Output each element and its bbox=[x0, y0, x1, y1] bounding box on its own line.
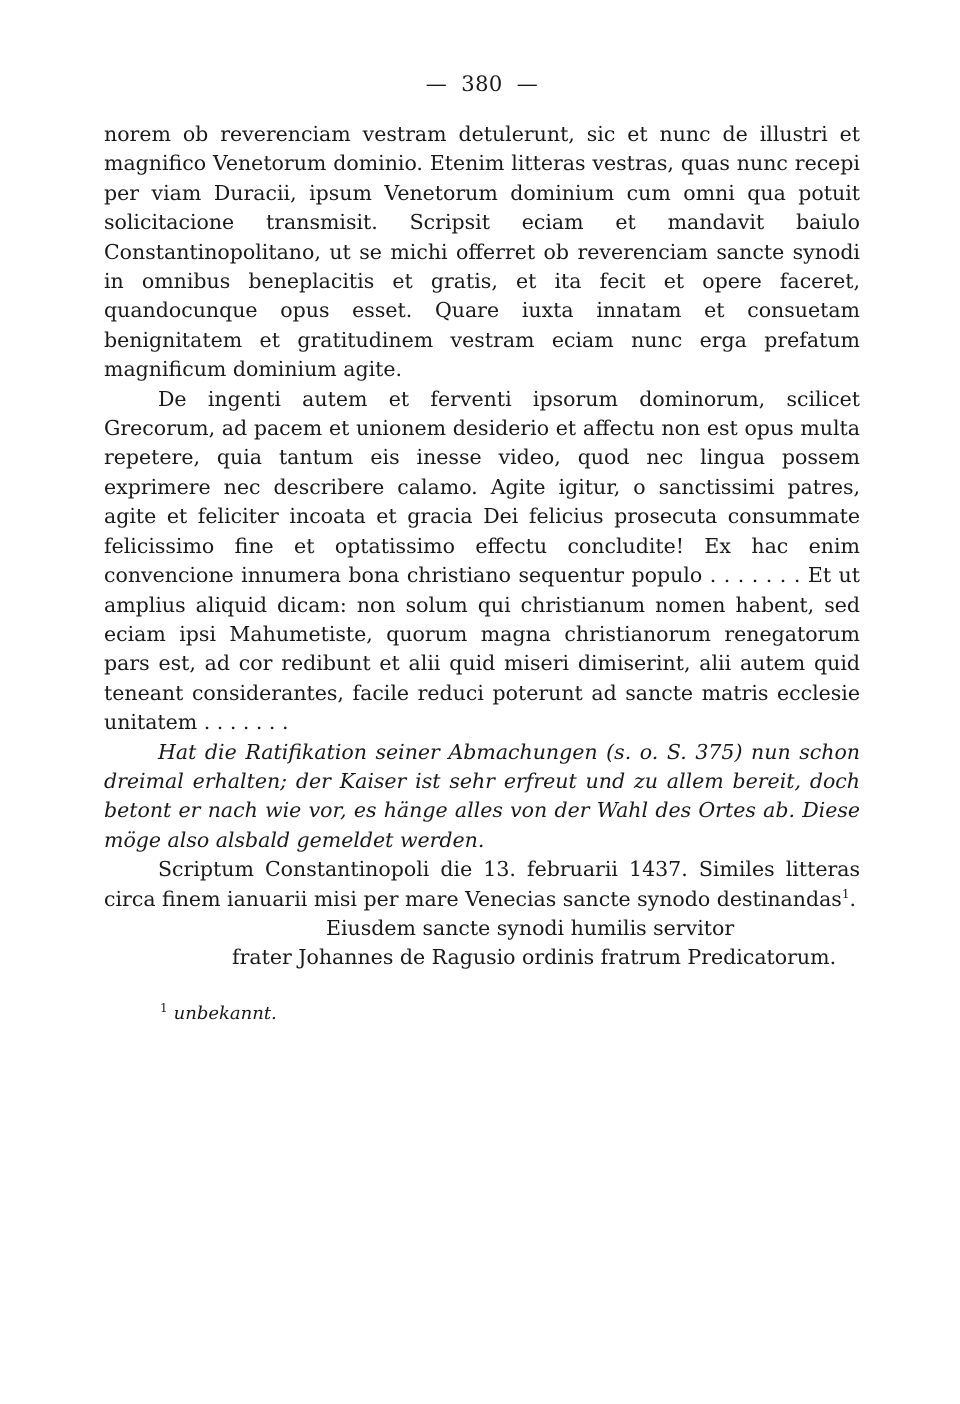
paragraph-summary: Hat die Ratifikation seiner Abmachungen (s. o. S. 375) nun schon dreimal erhalten; der Kaiser ist sehr erfreut und zu allem bereit, doch betont er nach wie vor, es hänge alles von der Wahl des Ortes ab. Diese möge also alsbald gemeldet werden. bbox=[104, 739, 860, 852]
dash-right: — bbox=[516, 72, 539, 96]
closing-paragraph bbox=[104, 855, 860, 914]
signature-line-1: Eiusdem sancte synodi humilis servitor bbox=[326, 915, 735, 940]
footnote-text: unbekannt. bbox=[173, 1003, 277, 1024]
footnote-reference: 1 bbox=[841, 886, 850, 901]
page-number-value: 380 bbox=[461, 72, 503, 96]
closing-text: Scriptum Constantinopoli die 13. februarii 1437. Similes litteras circa finem ianuarii misi per mare Venecias sancte synodo destinandas bbox=[104, 857, 860, 911]
signature-line-2: frater Johannes de Ragusio ordinis fratrum Predicatorum. bbox=[232, 945, 837, 970]
footnote-mark: 1 bbox=[160, 1001, 168, 1015]
paragraph-2: De ingenti autem et ferventi ipsorum dominorum, scilicet Grecorum, ad pacem et unionem desiderio et affectu non est opus multa repetere, quia tantum eis inesse video, quod nec lingua possem exprimere nec describere calamo. Agite igitur, o sanctissimi patres, agite et feliciter incoata et gracia Dei felicius prosecuta consummate felicissimo fine et optatissimo effectu concludite! Ex hac enim convencione innumera bona christiano sequentur populo . . . . . . . Et ut amplius aliquid dicam: non solum qui christianum nomen habent, sed eciam ipsi Mahumetiste, quorum magna christianorum renegatorum pars est, ad cor redibunt et alii quid miseri dimiserint, alii autem quid teneant considerantes, facile reduci poterunt ad sancte matris ecclesie unitatem . . . . . . . bbox=[104, 386, 860, 735]
paragraph-1: norem ob reverenciam vestram detulerunt, sic et nunc de illustri et magnifico Venetorum dominio. Etenim litteras vestras, quas nunc recepi per viam Duracii, ipsum Venetorum dominium cum omni qua potuit solicitacione transmisit. Scripsit eciam et mandavit baiulo Constantinopolitano, ut se michi offerret ob reverenciam sancte synodi in omnibus beneplacitis et gratis, et ita fecit et opere faceret, quandocunque opus esset. Quare iuxta innatam et consuetam benignitatem et gratitudinem vestram eciam nunc erga prefatum magnificum dominium agite. bbox=[104, 122, 860, 382]
footnote bbox=[160, 996, 277, 1026]
dash-left: — bbox=[425, 72, 448, 96]
document-page bbox=[104, 70, 860, 973]
closing-end: . bbox=[849, 886, 856, 911]
page-number bbox=[104, 70, 860, 98]
